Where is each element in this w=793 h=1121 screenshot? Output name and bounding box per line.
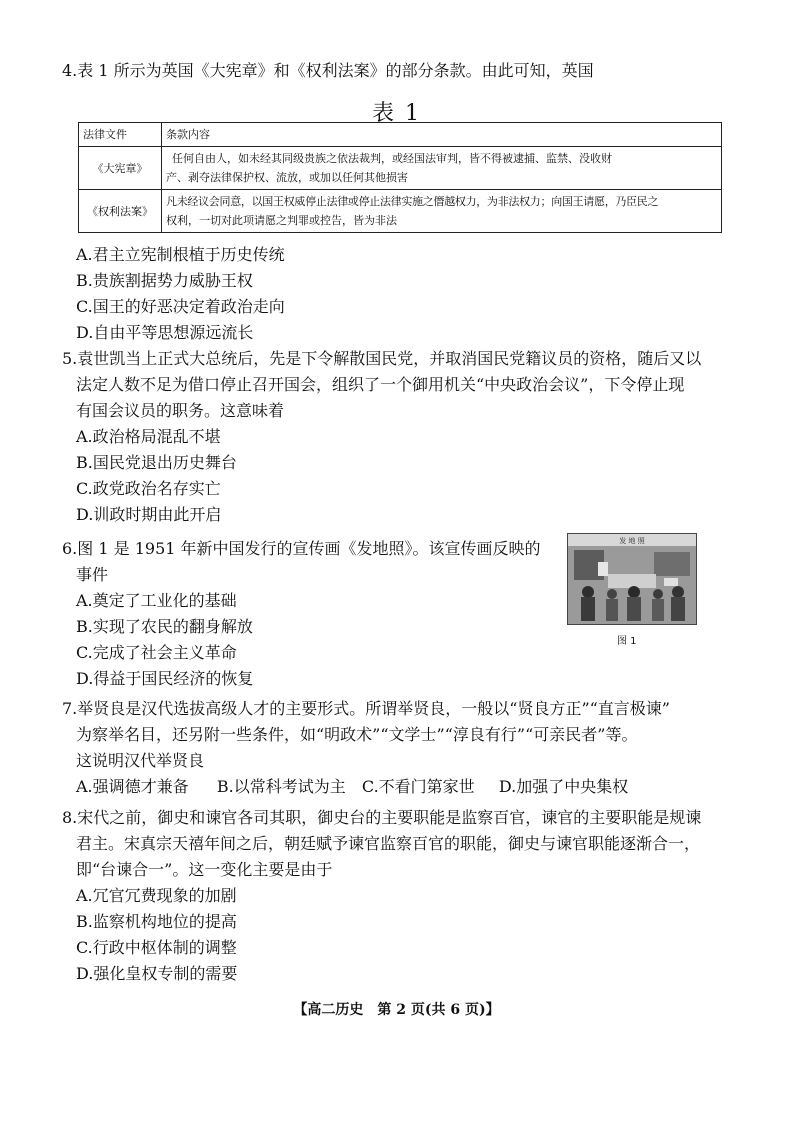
option-c[interactable]: C.行政中枢体制的调整 bbox=[76, 938, 237, 957]
figure-1-caption: 图 1 bbox=[617, 636, 637, 647]
question-7-stem-line: 7.举贤良是汉代选拔高级人才的主要形式。所谓举贤良，一般以“贤良方正”“直言极谏” bbox=[62, 699, 670, 718]
option-a[interactable]: A.君主立宪制根植于历史传统 bbox=[76, 245, 285, 264]
table-header-row bbox=[79, 123, 722, 147]
question-8-stem-line: 8.宋代之前，御史和谏官各司其职，御史台的主要职能是监察百官，谏官的主要职能是规谏 bbox=[62, 808, 702, 827]
law-table bbox=[78, 122, 722, 233]
question-4-stem: 4.表 1 所示为英国《大宪章》和《权利法案》的部分条款。由此可知，英国 bbox=[62, 61, 594, 80]
question-7-stem-line: 为察举名目，还另附一些条件，如“明政术”“文学士”“淳良有行”“可亲民者”等。 bbox=[76, 725, 638, 744]
question-4-options bbox=[62, 242, 742, 346]
question-8 bbox=[62, 805, 742, 987]
question-8-stem-line: 即“台谏合一”。这一变化主要是由于 bbox=[76, 860, 333, 879]
table-row bbox=[79, 190, 722, 233]
question-5 bbox=[62, 346, 742, 528]
option-b[interactable]: B.以常科考试为主 bbox=[216, 777, 346, 796]
page-footer: 【高二历史 第 2 页(共 6 页)】 bbox=[293, 1002, 500, 1018]
option-a[interactable]: A.奠定了工业化的基础 bbox=[76, 591, 237, 610]
option-c[interactable]: C.不看门第家世 bbox=[361, 777, 475, 796]
poster-illustration bbox=[568, 534, 696, 624]
table-cell-line: 产、剥夺法律保护权、流放，或加以任何其他损害 bbox=[166, 171, 408, 184]
option-a[interactable]: A.冗官冗费现象的加剧 bbox=[76, 886, 237, 905]
option-a[interactable]: A.政治格局混乱不堪 bbox=[76, 427, 221, 446]
table-cell-doc: 《权利法案》 bbox=[79, 190, 162, 233]
question-6-stem-line: 6.图 1 是 1951 年新中国发行的宣传画《发地照》。该宣传画反映的 bbox=[62, 539, 541, 558]
table-header-doc: 法律文件 bbox=[79, 123, 162, 147]
question-6-stem-line: 事件 bbox=[76, 565, 109, 584]
option-d[interactable]: D.强化皇权专制的需要 bbox=[76, 964, 238, 983]
table-1-title: 表 1 bbox=[372, 101, 421, 126]
table-header-content: 条款内容 bbox=[162, 123, 722, 147]
option-b[interactable]: B.贵族割据势力威胁王权 bbox=[76, 271, 253, 290]
poster-header-text: 发 地 照 bbox=[619, 537, 645, 545]
table-row bbox=[79, 147, 722, 190]
table-cell-line: 任何自由人，如未经其同级贵族之依法裁判，或经国法审判，皆不得被逮捕、监禁、没收财 bbox=[172, 152, 612, 165]
option-c[interactable]: C.国王的好恶决定着政治走向 bbox=[76, 297, 285, 316]
propaganda-poster-image bbox=[567, 533, 697, 625]
option-d[interactable]: D.得益于国民经济的恢复 bbox=[76, 669, 254, 688]
option-d[interactable]: D.自由平等思想源远流长 bbox=[76, 323, 254, 342]
option-b[interactable]: B.监察机构地位的提高 bbox=[76, 912, 237, 931]
option-a[interactable]: A.强调德才兼备 bbox=[76, 777, 189, 796]
table-cell-line: 权利，一切对此项请愿之判罪或控告，皆为非法 bbox=[166, 214, 397, 227]
table-cell-content bbox=[162, 190, 722, 233]
option-d[interactable]: D.加强了中央集权 bbox=[498, 777, 629, 796]
option-c[interactable]: C.完成了社会主义革命 bbox=[76, 643, 237, 662]
question-7 bbox=[62, 696, 742, 800]
table-cell-content bbox=[162, 147, 722, 190]
question-4 bbox=[62, 58, 742, 84]
option-b[interactable]: B.实现了农民的翻身解放 bbox=[76, 617, 253, 636]
question-5-stem-line: 法定人数不足为借口停止召开国会，组织了一个御用机关“中央政治会议”，下令停止现 bbox=[76, 375, 685, 394]
question-7-stem-line: 这说明汉代举贤良 bbox=[76, 751, 205, 770]
table-cell-line: 凡未经议会同意，以国王权威停止法律或停止法律实施之僭越权力，为非法权力；向国王请愿，乃臣民之 bbox=[166, 195, 659, 208]
option-d[interactable]: D.训政时期由此开启 bbox=[76, 505, 222, 524]
option-b[interactable]: B.国民党退出历史舞台 bbox=[76, 453, 237, 472]
question-5-stem-line: 有国会议员的职务。这意味着 bbox=[76, 401, 285, 420]
table-cell-doc: 《大宪章》 bbox=[79, 147, 162, 190]
question-8-stem-line: 君主。宋真宗天禧年间之后，朝廷赋予谏官监察百官的职能，御史与谏官职能逐渐合一， bbox=[76, 834, 701, 853]
question-7-options bbox=[62, 774, 742, 800]
question-5-stem-line: 5.袁世凯当上正式大总统后，先是下令解散国民党，并取消国民党籍议员的资格，随后又以 bbox=[62, 349, 702, 368]
option-c[interactable]: C.政党政治名存实亡 bbox=[76, 479, 221, 498]
